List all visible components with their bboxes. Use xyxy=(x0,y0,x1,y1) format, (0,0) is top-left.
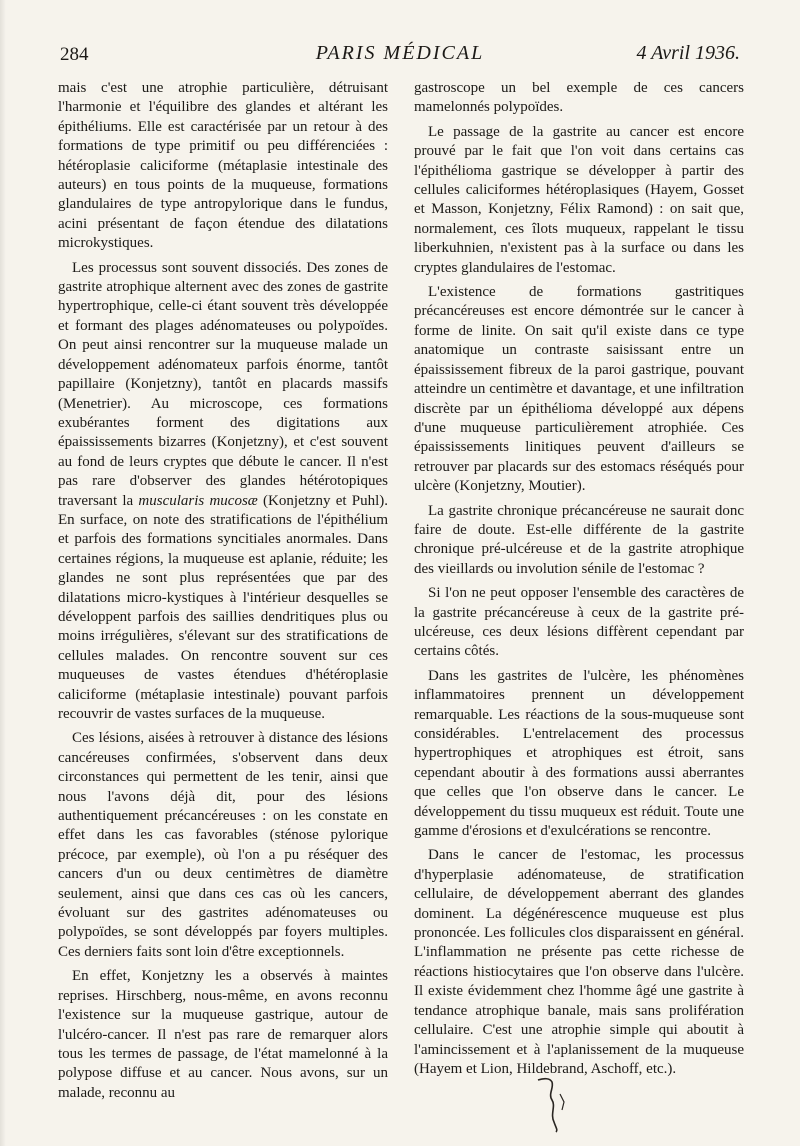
right-paragraph-3: L'existence de formations gastritiques précancéreuses est encore démontrée sur le cancer à forme de linite. On sait qu'il existe dans ce type anatomique un contraste saisissant entre un épaississement fibreux de la paroi gastrique, pouvant atteindre un centimètre et davantage, et une infiltration discrète par un épithélioma développé aux dépens d'une muqueuse particulièrement atrophiée. Ces épaississements linitiques peuvent d'ailleurs se retrouver par placards sur des estomacs réséqués pour ulcère (Konjetzny, Moutier). xyxy=(414,284,744,495)
ink-annotation-mark xyxy=(530,1074,580,1134)
left-paragraph-2-part-b: (Konjetzny et Puhl). En surface, on note des stratifications de l'épithélium et parfois des formations syncitiales anormales. Dans certaines régions, la muqueuse est aplanie, réduite; les glandes ne sont plus représentées que par des dilatations micro-kystiques à l'intérieur desquelles se développent parfois des saillies dendritiques plus ou moins irrégulières, s'élevant sur des stratifications de cellules malades. On rencontre souvent sur ces muqueuses de vastes étendues d'hétéroplasie caliciforme (métaplasie intestinale) pouvant parfois recouvrir de vastes surfaces de la muqueuse. xyxy=(58,492,389,722)
page-edge-shadow xyxy=(0,0,6,1146)
right-paragraph-6: Dans les gastrites de l'ulcère, les phénomènes inflammatoires prennent un développement remarquable. Les réactions de la sous-muqueuse sont considérables. L'entrelacement des processus hypertrophiques et atrophiques est étroit, sans cependant aboutir à des formations aussi aberrantes que celles que l'on observe dans le cancer. Le développement du tissu muqueux est réduit. Toute une gamme d'érosions et d'exulcérations se rencontre. xyxy=(414,667,744,840)
right-column xyxy=(414,79,744,1084)
left-paragraph-2-part-a: Les processus sont souvent dissociés. Des zones de gastrite atrophique alternent avec des zones de gastrite hypertrophique, celle-ci étant souvent très développée et formant des plages adénomateuses ou polypoïdes. On peut ainsi rencontrer sur la muqueuse malade un développement adénomateux parfois énorme, tantôt papillaire (Konjetzny), tantôt en placards massifs (Menetrier). Au microscope, ces formations exubérantes forment des digitations aux épaississements bizarres (Konjetzny), et c'est souvent au fond de leurs cryptes que débute le cancer. Il n'est pas rare d'observer des glandes hétérotopiques traversant la xyxy=(58,259,388,509)
right-paragraph-7: Dans le cancer de l'estomac, les processus d'hyperplasie adénomateuse, de stratification cellulaire, de développement aberrant des glandes dominent. La dégénérescence muqueuse est plus prononcée. Les follicules clos disparaissent en général. L'inflammation ne présente pas cette richesse de réactions histiocytaires que l'on observe dans l'ulcère. Il existe évidemment chez l'homme âgé une gastrite à tendance atrophique banale, mais sans prolifération cellulaire. C'est une atrophie simple qui aboutit à l'amincissement et à l'aplanissement de la muqueuse (Hayem et Lion, Hildebrand, Aschoff, etc.). xyxy=(414,847,744,1077)
journal-title: PARIS MÉDICAL xyxy=(315,42,485,64)
left-paragraph-3: Ces lésions, aisées à retrouver à distance des lésions cancéreuses confirmées, s'observent dans deux circonstances qui permettent de les tenir, ainsi que nous l'avons déjà dit, pour des lésions authentiquement précancéreuses : on les constate en effet dans les cas favorables (sténose pylorique précoce, par exemple), où l'on a pu réséquer des cancers d'un ou deux centimètres de diamètre seulement, ainsi que dans ces cas où les cancers, évoluant sur des gastrites adénomateuses ou polypoïdes, se sont développés par foyers multiples. Ces derniers faits sont loin d'être exceptionnels. xyxy=(58,730,388,960)
issue-date: 4 Avril 1936. xyxy=(636,42,740,64)
left-paragraph-1: mais c'est une atrophie particulière, détruisant l'harmonie et l'équilibre des glandes et altérant les épithéliums. Elle est caractérisée par un retour à des formations de type primitif ou peu différenciées : hétéroplasie caliciforme (métaplasie intestinale des auteurs) en tous points de la muqueuse, formations glandulaires de type antropylorique dans le fundus, acini présentant de façon étendue des dilatations microkystiques. xyxy=(58,80,388,252)
ink-scribble-icon xyxy=(530,1074,580,1134)
right-paragraph-5: Si l'on ne peut opposer l'ensemble des caractères de la gastrite précancéreuse à ceux de la gastrite pré-ulcéreuse, ces deux lésions diffèrent cependant par certains côtés. xyxy=(414,585,744,660)
latin-term: muscularis mucosæ xyxy=(138,492,258,509)
right-paragraph-1: gastroscope un bel exemple de ces cancers mamelonnés polypoïdes. xyxy=(414,80,744,116)
running-head xyxy=(60,40,740,70)
left-paragraph-4: En effet, Konjetzny les a observés à maintes reprises. Hirschberg, nous-même, en avons reconnu l'existence sur la muqueuse gastrique, autour de l'ulcéro-cancer. Il n'est pas rare de remarquer alors tous les termes de passage, de l'état mamelonné à la polypose diffuse et au cancer. Nous avons, sur un malade, reconnu au xyxy=(58,968,388,1101)
left-paragraph-2 xyxy=(58,259,388,725)
page-number: 284 xyxy=(60,44,89,65)
right-paragraph-4: La gastrite chronique précancéreuse ne saurait donc faire de doute. Est-elle différente de la gastrite chronique pré-ulcéreuse et de la gastrite atrophique des vieillards ou involution sénile de l'estomac ? xyxy=(414,502,744,577)
right-paragraph-2: Le passage de la gastrite au cancer est encore prouvé par le fait que l'on voit dans certains cas l'épithélioma gastrique se développer à partir des cellules caliciformes hétéroplasiques (Hayem, Gosset et Masson, Konjetzny, Félix Ramond) : on sait que, normalement, ces îlots muqueux, rappelant le tissu liberkuhnien, n'existent pas à la surface ou dans les cryptes glandulaires de l'estomac. xyxy=(414,123,744,276)
left-column xyxy=(58,79,388,1108)
